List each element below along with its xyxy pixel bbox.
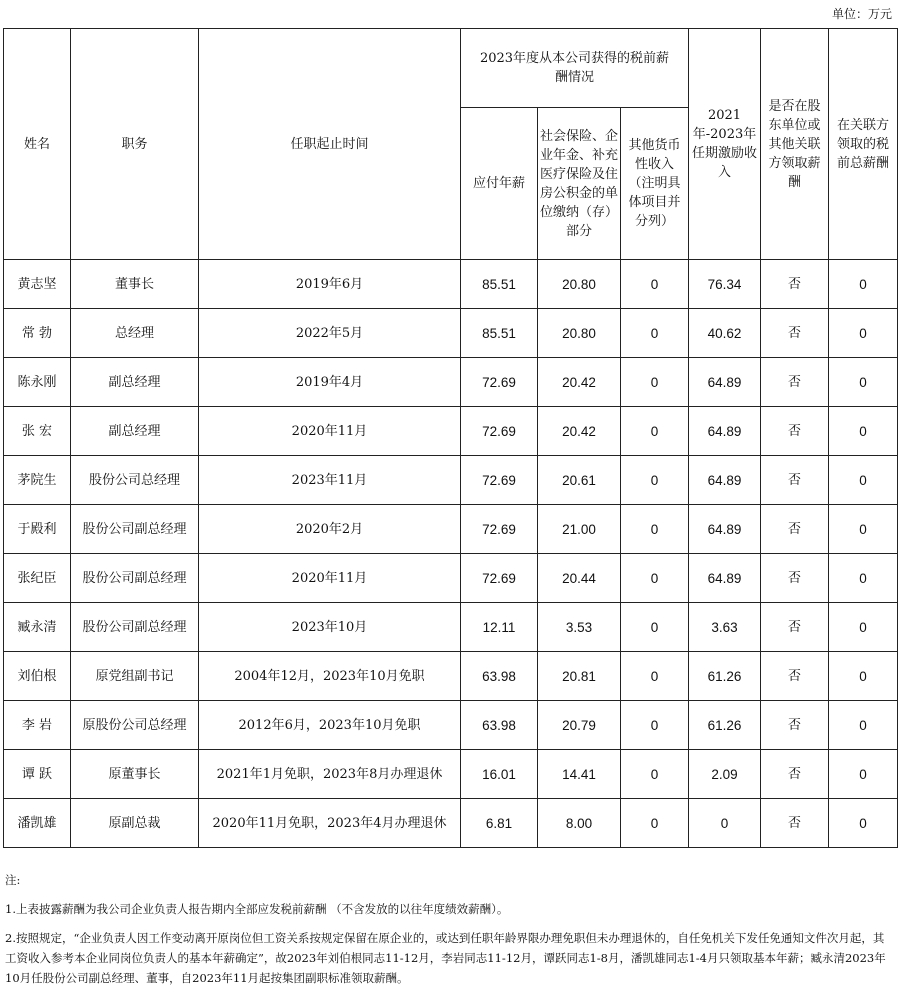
cell-name: 张 宏	[4, 407, 71, 456]
cell-name: 黄志坚	[4, 260, 71, 309]
header-incentive: 2021年-2023年任期激励收入	[689, 29, 761, 260]
cell-insurance: 20.81	[538, 652, 621, 701]
cell-incentive: 0	[689, 799, 761, 848]
cell-name: 于殿利	[4, 505, 71, 554]
cell-incentive: 2.09	[689, 750, 761, 799]
cell-insurance: 8.00	[538, 799, 621, 848]
table-row	[4, 456, 898, 505]
unit-label: 单位：万元	[831, 7, 892, 21]
cell-other: 0	[621, 407, 689, 456]
cell-incentive: 64.89	[689, 407, 761, 456]
header-group: 2023年度从本公司获得的税前薪酬情况	[461, 29, 689, 108]
cell-other: 0	[621, 260, 689, 309]
cell-other: 0	[621, 701, 689, 750]
header-related: 是否在股东单位或其他关联方领取薪酬	[761, 29, 829, 260]
cell-salary: 72.69	[461, 358, 538, 407]
cell-related-total: 0	[829, 407, 898, 456]
table-row	[4, 407, 898, 456]
cell-related-total: 0	[829, 701, 898, 750]
cell-incentive: 64.89	[689, 505, 761, 554]
header-salary: 应付年薪	[461, 108, 538, 260]
notes-title: 注:	[5, 873, 21, 887]
cell-other: 0	[621, 603, 689, 652]
table-row	[4, 260, 898, 309]
notes	[5, 870, 890, 997]
cell-position: 原副总裁	[71, 799, 199, 848]
cell-incentive: 61.26	[689, 652, 761, 701]
cell-related-total: 0	[829, 750, 898, 799]
cell-related: 否	[761, 652, 829, 701]
cell-insurance: 20.61	[538, 456, 621, 505]
cell-salary: 72.69	[461, 554, 538, 603]
cell-tenure: 2023年10月	[199, 603, 461, 652]
cell-name: 茅院生	[4, 456, 71, 505]
cell-position: 原股份公司总经理	[71, 701, 199, 750]
cell-insurance: 20.80	[538, 309, 621, 358]
cell-related: 否	[761, 456, 829, 505]
cell-tenure: 2019年6月	[199, 260, 461, 309]
table-row	[4, 358, 898, 407]
cell-other: 0	[621, 799, 689, 848]
cell-related-total: 0	[829, 358, 898, 407]
cell-name: 臧永清	[4, 603, 71, 652]
cell-other: 0	[621, 505, 689, 554]
header-related-total: 在关联方领取的税前总薪酬	[829, 29, 898, 260]
table-row	[4, 554, 898, 603]
cell-position: 副总经理	[71, 358, 199, 407]
cell-other: 0	[621, 750, 689, 799]
cell-related-total: 0	[829, 505, 898, 554]
cell-related: 否	[761, 799, 829, 848]
cell-position: 董事长	[71, 260, 199, 309]
cell-tenure: 2020年11月免职，2023年4月办理退休	[199, 799, 461, 848]
cell-salary: 72.69	[461, 505, 538, 554]
cell-position: 股份公司副总经理	[71, 603, 199, 652]
cell-salary: 72.69	[461, 456, 538, 505]
cell-related: 否	[761, 603, 829, 652]
cell-incentive: 3.63	[689, 603, 761, 652]
cell-insurance: 21.00	[538, 505, 621, 554]
cell-related-total: 0	[829, 260, 898, 309]
cell-related: 否	[761, 554, 829, 603]
cell-tenure: 2020年11月	[199, 554, 461, 603]
cell-position: 原党组副书记	[71, 652, 199, 701]
cell-other: 0	[621, 652, 689, 701]
cell-insurance: 14.41	[538, 750, 621, 799]
header-insurance: 社会保险、企业年金、补充医疗保险及住房公积金的单位缴纳（存）部分	[538, 108, 621, 260]
cell-salary: 85.51	[461, 309, 538, 358]
cell-tenure: 2020年2月	[199, 505, 461, 554]
cell-related: 否	[761, 750, 829, 799]
cell-position: 股份公司副总经理	[71, 505, 199, 554]
cell-insurance: 20.42	[538, 358, 621, 407]
cell-related-total: 0	[829, 309, 898, 358]
table-row	[4, 750, 898, 799]
cell-incentive: 64.89	[689, 456, 761, 505]
cell-insurance: 20.79	[538, 701, 621, 750]
cell-salary: 63.98	[461, 652, 538, 701]
cell-related-total: 0	[829, 799, 898, 848]
cell-related-total: 0	[829, 603, 898, 652]
cell-related-total: 0	[829, 554, 898, 603]
cell-insurance: 20.44	[538, 554, 621, 603]
table-row	[4, 701, 898, 750]
cell-position: 总经理	[71, 309, 199, 358]
cell-related-total: 0	[829, 456, 898, 505]
cell-incentive: 64.89	[689, 554, 761, 603]
cell-insurance: 20.42	[538, 407, 621, 456]
cell-insurance: 20.80	[538, 260, 621, 309]
cell-name: 常 勃	[4, 309, 71, 358]
note-1: 1.上表披露薪酬为我公司企业负责人报告期内全部应发税前薪酬 （不含发放的以往年度绩效薪酬）。	[5, 902, 509, 916]
cell-salary: 63.98	[461, 701, 538, 750]
cell-other: 0	[621, 554, 689, 603]
header-position: 职务	[71, 29, 199, 260]
header-tenure: 任职起止时间	[199, 29, 461, 260]
cell-related: 否	[761, 309, 829, 358]
cell-related: 否	[761, 358, 829, 407]
cell-related: 否	[761, 701, 829, 750]
cell-tenure: 2023年11月	[199, 456, 461, 505]
cell-salary: 85.51	[461, 260, 538, 309]
cell-other: 0	[621, 358, 689, 407]
cell-related: 否	[761, 260, 829, 309]
cell-name: 陈永刚	[4, 358, 71, 407]
cell-incentive: 76.34	[689, 260, 761, 309]
cell-related: 否	[761, 407, 829, 456]
cell-name: 李 岩	[4, 701, 71, 750]
table-row	[4, 652, 898, 701]
cell-name: 谭 跃	[4, 750, 71, 799]
cell-related: 否	[761, 505, 829, 554]
cell-salary: 72.69	[461, 407, 538, 456]
cell-salary: 16.01	[461, 750, 538, 799]
note-2: 2.按照规定，“企业负责人因工作变动离开原岗位但工资关系按规定保留在原企业的，或达到任职年龄界限办理免职但未办理退休的，自任免机关下发任免通知文件次月起，其工资收入参考本企业同岗位负责人的基本年薪确定”，故2023年刘伯根同志11-12月，李岩同志11-12月，谭跃同志1-8月，潘凯雄同志1-4月只领取基本年薪；臧永清2023年10月任股份公司副总经理、董事，自2023年11月起按集团副职标准领取薪酬。	[5, 931, 886, 985]
cell-salary: 6.81	[461, 799, 538, 848]
table-row	[4, 603, 898, 652]
header-other: 其他货币性收入（注明具体项目并分列）	[621, 108, 689, 260]
cell-other: 0	[621, 309, 689, 358]
cell-tenure: 2019年4月	[199, 358, 461, 407]
cell-tenure: 2022年5月	[199, 309, 461, 358]
table-row	[4, 505, 898, 554]
cell-tenure: 2004年12月，2023年10月免职	[199, 652, 461, 701]
header-name: 姓名	[4, 29, 71, 260]
cell-name: 刘伯根	[4, 652, 71, 701]
cell-name: 潘凯雄	[4, 799, 71, 848]
cell-tenure: 2020年11月	[199, 407, 461, 456]
salary-table	[3, 28, 898, 848]
cell-salary: 12.11	[461, 603, 538, 652]
cell-tenure: 2021年1月免职，2023年8月办理退休	[199, 750, 461, 799]
cell-incentive: 64.89	[689, 358, 761, 407]
cell-related-total: 0	[829, 652, 898, 701]
cell-position: 股份公司副总经理	[71, 554, 199, 603]
cell-incentive: 61.26	[689, 701, 761, 750]
cell-incentive: 40.62	[689, 309, 761, 358]
table-row	[4, 309, 898, 358]
table-row	[4, 799, 898, 848]
cell-tenure: 2012年6月，2023年10月免职	[199, 701, 461, 750]
cell-insurance: 3.53	[538, 603, 621, 652]
cell-other: 0	[621, 456, 689, 505]
cell-position: 股份公司总经理	[71, 456, 199, 505]
cell-name: 张纪臣	[4, 554, 71, 603]
cell-position: 原董事长	[71, 750, 199, 799]
cell-position: 副总经理	[71, 407, 199, 456]
